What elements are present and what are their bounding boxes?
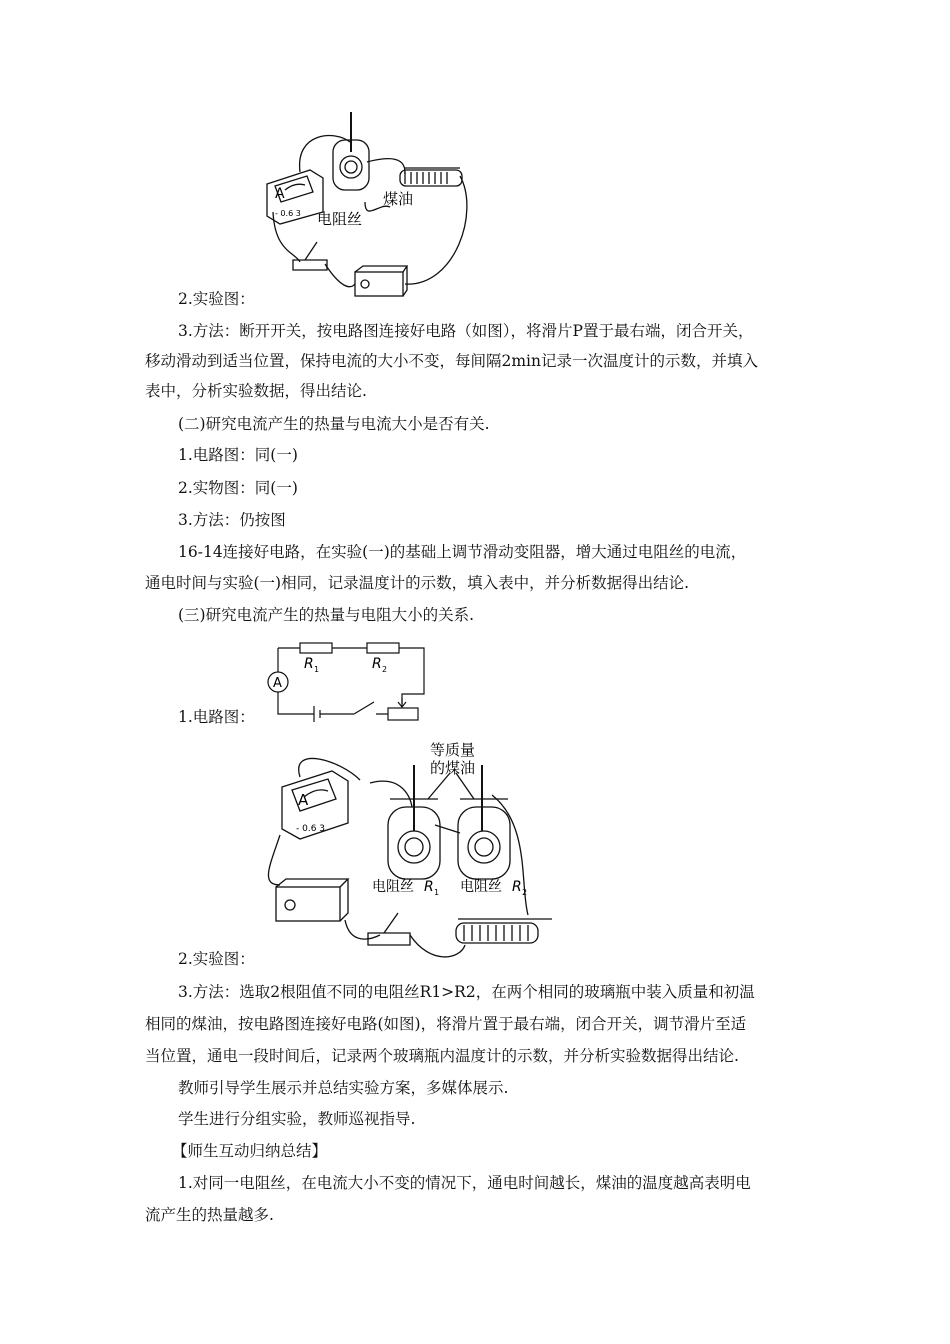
label-wire-r1: 电阻丝 [372,879,414,895]
text-line: 3.方法：断开开关，按电路图连接好电路（如图），将滑片P置于最右端，闭合开关， [178,322,754,340]
label-wire: 电阻丝 [317,210,363,228]
label-wire-r1-letter: R [424,879,434,895]
r2-label: R [372,656,382,672]
text-line: 表中，分析实验数据，得出结论. [145,382,367,400]
section-heading: 【师生互动归纳总结】 [172,1142,328,1160]
circuit-ammeter: A [273,676,282,691]
text-line: 2.实验图： [178,290,255,308]
label-wire-r1-sub: 1 [434,888,440,897]
label-oil: 煤油 [383,190,414,208]
label-wire-r2-sub: 2 [522,888,528,897]
experiment-figure-1 [255,112,485,304]
text-line: 16-14连接好电路，在实验(一)的基础上调节滑动变阻器，增大通过电阻丝的电流， [178,543,747,561]
text-line: 2.实验图： [178,950,255,968]
text-line: 移动滑动到适当位置，保持电流的大小不变，每间隔2min记录一次温度计的示数，并填入 [145,352,759,370]
circuit-diagram [262,640,432,722]
ammeter-symbol: A [275,186,285,202]
r1-label: R [304,656,314,672]
ammeter-symbol: A [298,791,309,809]
text-line: (三)研究电流产生的热量与电阻大小的关系. [178,606,475,624]
ammeter-terminals: - 0.6 3 [296,824,326,834]
label-equal-mass: 等质量 [430,741,476,759]
ammeter-terminals: - 0.6 3 [275,209,301,218]
text-line: 流产生的热量越多. [145,1206,274,1224]
text-line: 学生进行分组实验，教师巡视指导. [178,1110,416,1128]
label-wire-r2: 电阻丝 [460,879,502,895]
r1-subscript: 1 [314,665,320,674]
text-line: 教师引导学生展示并总结实验方案，多媒体展示. [178,1079,509,1097]
text-line: 1.电路图： [178,708,255,726]
label-kerosene: 的煤油 [430,759,476,777]
text-line: 相同的煤油，按电路图连接好电路(如图)，将滑片置于最右端，闭合开关，调节滑片至适 [145,1015,747,1033]
text-line: 2.实物图：同(一) [178,479,298,497]
text-line: 通电时间与实验(一)相同，记录温度计的示数，填入表中，并分析数据得出结论. [145,574,690,592]
text-line: 1.对同一电阻丝，在电流大小不变的情况下，通电时间越长，煤油的温度越高表明电 [178,1174,751,1192]
experiment-figure-2 [260,735,560,967]
text-line: 1.电路图：同(一) [178,446,298,464]
text-line: 3.方法：选取2根阻值不同的电阻丝R1>R2，在两个相同的玻璃瓶中装入质量和初温 [178,983,755,1001]
r2-subscript: 2 [382,665,388,674]
text-line: 3.方法：仍按图 [178,511,286,529]
label-wire-r2-letter: R [512,879,522,895]
text-line: (二)研究电流产生的热量与电流大小是否有关. [178,415,490,433]
text-line: 当位置，通电一段时间后，记录两个玻璃瓶内温度计的示数，并分析实验数据得出结论. [145,1047,739,1065]
